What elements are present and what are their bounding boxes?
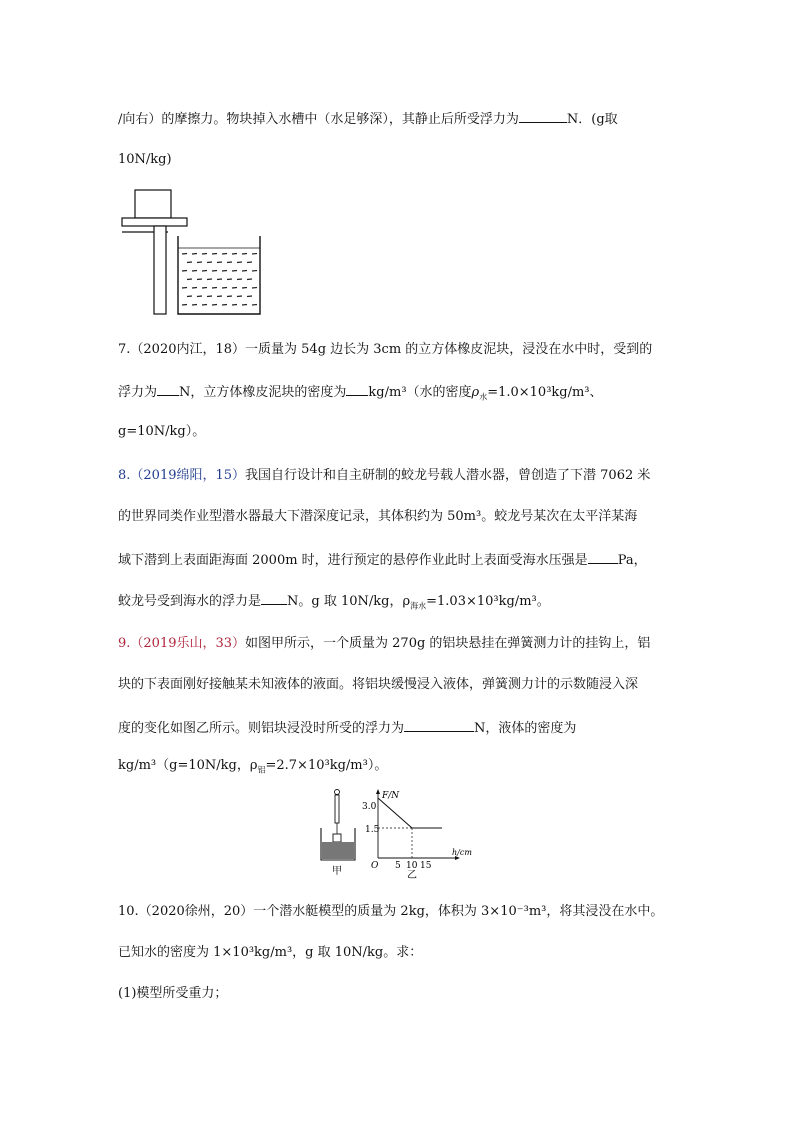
water-ripple	[182, 288, 187, 289]
water-ripple	[232, 288, 237, 289]
water-ripple	[247, 296, 252, 297]
q10-line-1: 10.（2020徐州，20）一个潜水艇模型的质量为 2kg，体积为 3×10⁻³m³，将其浸没在水中。	[118, 904, 664, 919]
water-ripple	[202, 271, 207, 272]
figure-water-tank	[120, 188, 270, 318]
answer-blank	[261, 590, 287, 605]
water-ripple	[237, 296, 242, 297]
water-ripple	[182, 271, 187, 272]
q8-line-3: 域下潜到上表面距海面 2000m 时，进行预定的悬停作业此时上表面受海水压强是 Pa，	[118, 549, 678, 571]
answer-blank	[519, 108, 567, 123]
water-ripple	[237, 262, 242, 263]
water-ripple	[242, 254, 247, 255]
water-ripple	[227, 279, 232, 280]
water-ripple	[237, 279, 242, 280]
water-ripple	[192, 271, 197, 272]
water-ripple	[202, 254, 207, 255]
water-ripple	[187, 279, 192, 280]
water-ripple	[252, 271, 257, 272]
q8-line-2: 的世界同类作业型潜水器最大下潜深度记录，其体积约为 50m³。蛟龙号某次在太平洋某海	[118, 509, 638, 524]
figure-spring-scale-graph	[312, 788, 482, 880]
water-ripple	[227, 262, 232, 263]
water-ripple	[192, 288, 197, 289]
water-ripple	[182, 305, 187, 306]
label-jia: 甲	[332, 866, 342, 877]
answer-blank	[588, 549, 618, 564]
x-tick-5: 5	[395, 861, 401, 871]
q7-line-2: 浮力为 N，立方体橡皮泥块的密度为 kg/m³（水的密度$\rho_水=1.0\times 10^3kg/m^3$、	[118, 381, 678, 408]
water-ripple	[192, 254, 197, 255]
x-axis-label: h/cm	[452, 848, 472, 857]
water-ripple	[192, 305, 197, 306]
q10-line-2: 已知水的密度为 1×10³kg/m³，g 取 10N/kg。求：	[118, 945, 423, 960]
label-yi: 乙	[407, 870, 417, 880]
water-ripple	[207, 296, 212, 297]
y-tick-3: 3.0	[362, 802, 377, 812]
y-tick-1-5: 1.5	[365, 825, 380, 835]
q6-text-line-2: 10N/kg)	[118, 152, 172, 167]
q8-line-4: 蛟龙号受到海水的浮力是 N。g 取 10N/kg，$\rho_{海水}=1.03\times 10^3kg/m^3$。	[118, 590, 678, 617]
answer-blank	[346, 381, 368, 396]
q7-line-1: 7.（2020内江，18）一质量为 54g 边长为 3cm 的立方体橡皮泥块，浸没在水中时，受到的	[118, 342, 653, 357]
water-ripple	[197, 279, 202, 280]
water-ripple	[232, 305, 237, 306]
q9-line-1: 9.（2019乐山，33）如图甲所示，一个质量为 270g 的铝块悬挂在弹簧测力计的挂钩上，铝	[118, 636, 651, 651]
water-ripple	[187, 262, 192, 263]
water-ripple	[252, 305, 257, 306]
q9-line-2: 块的下表面刚好接触某未知液体的液面。将铝块缓慢浸入液体，弹簧测力计的示数随浸入深	[118, 677, 639, 692]
water-ripple	[197, 296, 202, 297]
x-tick-10: 10	[406, 861, 418, 871]
water-ripple	[207, 262, 212, 263]
x-tick-15: 15	[420, 861, 432, 871]
answer-blank	[157, 381, 179, 396]
water-ripple	[212, 254, 217, 255]
answer-blank	[404, 717, 474, 732]
q9-line-3: 度的变化如图乙所示。则铝块浸没时所受的浮力为 N，液体的密度为	[118, 717, 678, 739]
q9-line-4: kg/m³（g=10N/kg，$\rho_铝=2.7\times 10^3kg/m^3$）。	[118, 758, 388, 775]
water-ripple	[242, 271, 247, 272]
series-line	[378, 798, 442, 828]
apparatus-jia	[321, 790, 355, 878]
water-ripple	[202, 305, 207, 306]
water-ripple	[217, 262, 222, 263]
water-ripple	[222, 288, 227, 289]
q8-line-1: 8.（2019绵阳，15）我国自行设计和自主研制的蛟龙号载人潜水器，曾创造了下潜 7062 米	[118, 468, 651, 483]
water-ripple	[212, 305, 217, 306]
water-ripple	[242, 288, 247, 289]
water-ripple	[242, 305, 247, 306]
water-ripple	[197, 262, 202, 263]
water-ripple	[212, 271, 217, 272]
water-ripple	[222, 271, 227, 272]
water-ripple	[222, 305, 227, 306]
q7-line-3: g=10N/kg）。	[118, 424, 206, 439]
water-ripple	[182, 254, 187, 255]
water-ripple	[232, 271, 237, 272]
water-ripple	[247, 262, 252, 263]
q6-text-line-1: /向右）的摩擦力。物块掉入水槽中（水足够深），其静止后所受浮力为 N．(g取	[118, 108, 678, 130]
water-ripple	[247, 279, 252, 280]
graph-yi	[362, 789, 472, 880]
water-ripple	[202, 288, 207, 289]
water-ripple	[227, 296, 232, 297]
q10-line-3: (1)模型所受重力；	[118, 986, 228, 1001]
water-ripple	[217, 296, 222, 297]
water-ripple	[222, 254, 227, 255]
water-ripple	[252, 254, 257, 255]
water-ripple	[252, 288, 257, 289]
water-ripple	[232, 254, 237, 255]
water-ripple	[217, 279, 222, 280]
y-axis-label: F/N	[382, 791, 400, 801]
water-ripple	[187, 296, 192, 297]
water-ripple	[212, 288, 217, 289]
origin-label: O	[371, 861, 379, 871]
water-ripple	[207, 279, 212, 280]
